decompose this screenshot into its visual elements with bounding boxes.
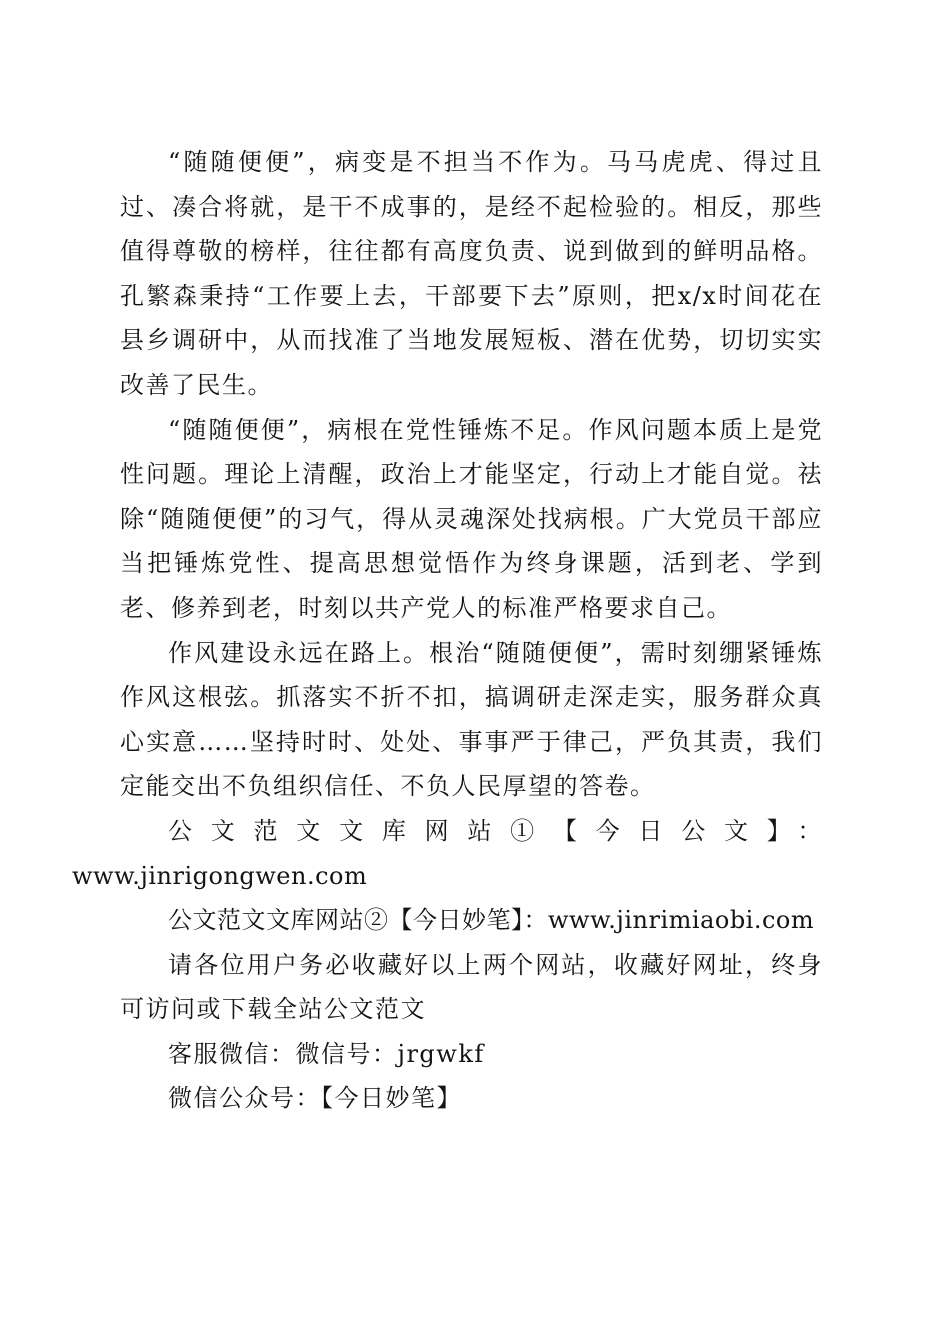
collect-notice: 请各位用户务必收藏好以上两个网站，收藏好网址，终身可访问或下载全站公文范文: [120, 950, 823, 1024]
paragraph-2: “随随便便”，病根在党性锤炼不足。作风问题本质上是党性问题。理论上清醒，政治上才能坚定，行动上才能自觉。祛除“随随便便”的习气，得从灵魂深处找病根。广大党员干部应当把锤炼党性、提高思想觉悟作为终身课题，活到老、学到老、修养到老，时刻以共产党人的标准严格要求自己。: [120, 415, 823, 622]
website-1-label: 公文范文文库网站①【今日公文】：: [168, 816, 823, 845]
customer-service-wechat: 客服微信：微信号：jrgwkf: [168, 1039, 485, 1068]
website-1-url: www.jinrigongwen.com: [72, 861, 368, 890]
paragraph-1: “随随便便”，病变是不担当不作为。马马虎虎、得过且过、凑合将就，是干不成事的，是经不起检验的。相反，那些值得尊敬的榜样，往往都有高度负责、说到做到的鲜明品格。孔繁森秉持“工作要上去，干部要下去”原则，把x/x时间花在县乡调研中，从而找准了当地发展短板、潜在优势，切切实实改善了民生。: [120, 148, 823, 399]
official-account: 微信公众号：【今日妙笔】: [168, 1084, 462, 1113]
paragraph-3: 作风建设永远在路上。根治“随随便便”，需时刻绷紧锤炼作风这根弦。抓落实不折不扣，搞调研走深走实，服务群众真心实意……坚持时时、处处、事事严于律己，严负其责，我们定能交出不负组织信任、不负人民厚望的答卷。: [120, 638, 823, 801]
document-body: [72, 140, 823, 1121]
website-2-line: 公文范文文库网站②【今日妙笔】：www.jinrimiaobi.com: [168, 906, 815, 935]
website-1-line: [72, 809, 823, 898]
